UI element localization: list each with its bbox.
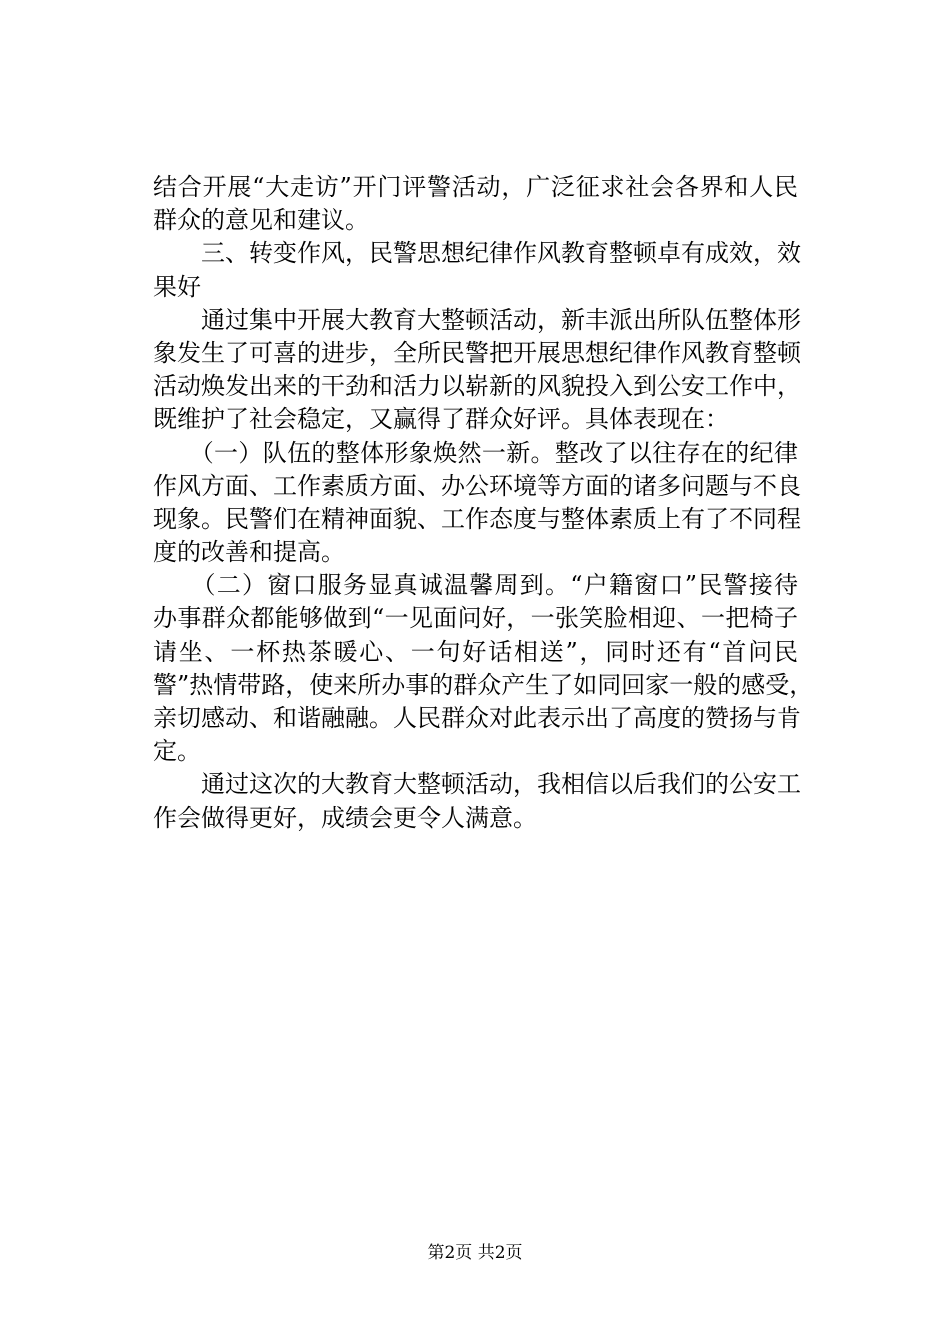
text-line: 现象。民警们在精神面貌、工作态度与整体素质上有了不同程 (153, 504, 801, 533)
text-line: 办事群众都能够做到“一见面问好，一张笑脸相迎、一把椅子 (153, 604, 798, 633)
page-footer: 第2页 共2页 (427, 1243, 523, 1263)
text-line: 结合开展“大走访”开门评警活动，广泛征求社会各界和人民 (153, 173, 798, 201)
text-line: （一）队伍的整体形象焕然一新。整改了以往存在的纪律 (153, 438, 798, 467)
text-line: 象发生了可喜的进步，全所民警把开展思想纪律作风教育整顿 (153, 338, 801, 367)
document-body (153, 171, 814, 835)
text-line: 通过这次的大教育大整顿活动，我相信以后我们的公安工 (153, 770, 801, 799)
text-line: 亲切感动、和谐融融。人民群众对此表示出了高度的赞扬与肯 (153, 704, 801, 732)
text-line: 通过集中开展大教育大整顿活动，新丰派出所队伍整体形 (153, 305, 801, 334)
text-line: 果好 (153, 272, 201, 301)
text-line: 群众的意见和建议。 (153, 206, 369, 235)
text-line: 作会做得更好，成绩会更令人满意。 (153, 803, 537, 832)
text-line: 活动焕发出来的干劲和活力以崭新的风貌投入到公安工作中， (153, 372, 801, 401)
text-line: 作风方面、工作素质方面、办公环境等方面的诸多问题与不良 (153, 471, 801, 500)
text-line: 三、转变作风，民警思想纪律作风教育整顿卓有成效，效 (153, 239, 801, 268)
text-line: 请坐、一杯热茶暖心、一句好话相送”，同时还有“首问民 (153, 637, 798, 666)
text-line: 既维护了社会稳定，又赢得了群众好评。具体表现在： (153, 405, 729, 434)
text-line: 警”热情带路，使来所办事的群众产生了如同回家一般的感受， (153, 670, 814, 699)
text-line: 定。 (153, 737, 201, 766)
text-line: （二）窗口服务显真诚温馨周到。“户籍窗口”民警接待 (153, 571, 798, 600)
text-line: 度的改善和提高。 (153, 538, 345, 567)
